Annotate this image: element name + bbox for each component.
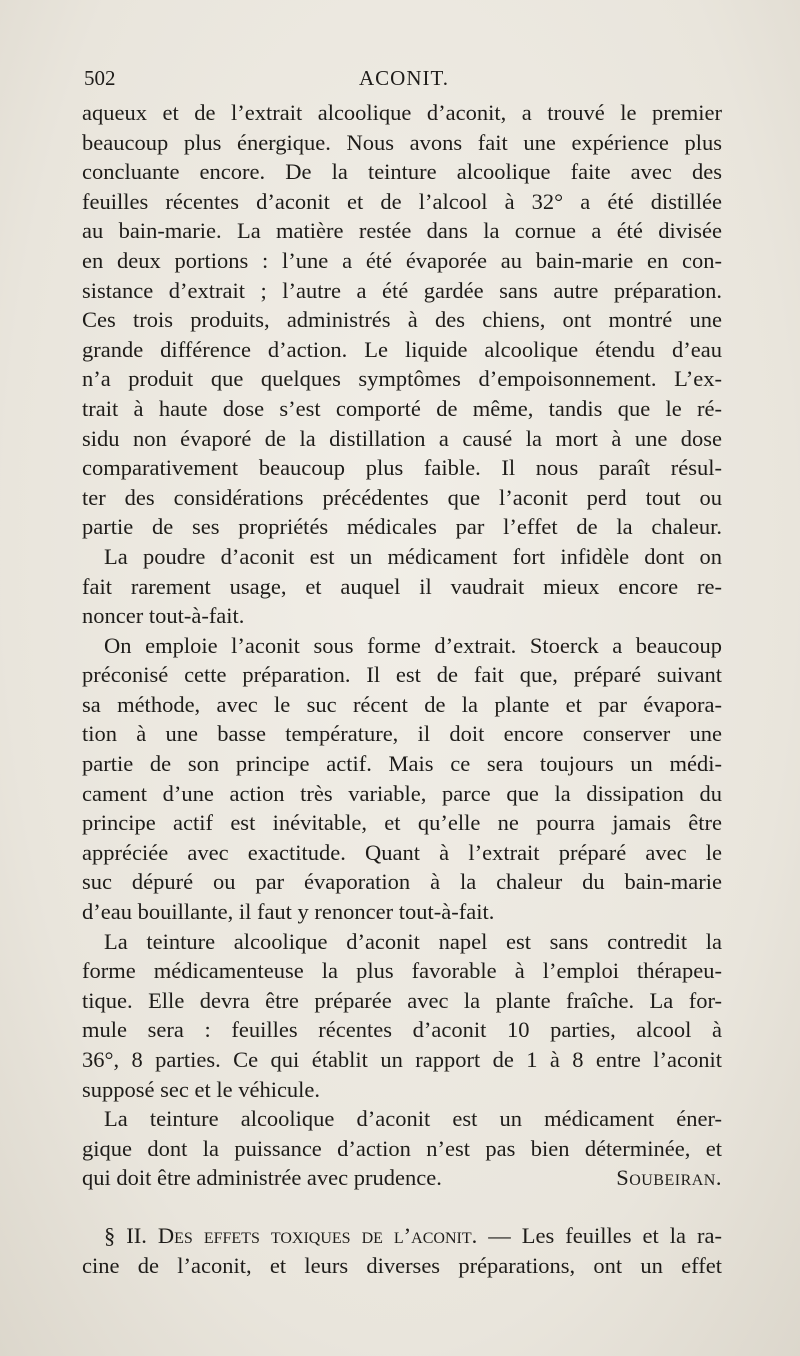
text-line: mule sera : feuilles récentes d’aconit 10 parties, alcool à [82,1017,722,1043]
text-line: d’eau bouillante, il faut y renoncer tout-à-fait. [82,899,495,925]
text-line: fait rarement usage, et auquel il vaudrait mieux encore re- [82,573,722,599]
paragraph [82,542,722,631]
text-line: sa méthode, avec le suc récent de la plante et par évapora- [82,691,722,717]
text-line: feuilles récentes d’aconit et de l’alcool à 32° a été distillée [82,188,722,214]
text-line: supposé sec et le véhicule. [82,1076,321,1102]
text-line: partie de son principe actif. Mais ce sera toujours un médi- [82,751,722,777]
text-line: Ces trois produits, administrés à des chiens, ont montré une [82,307,722,333]
text-line-with-signature [82,1163,722,1193]
text-line: La teinture alcoolique d’aconit napel est sans contredit la [104,928,722,954]
section-marker: § II. [104,1222,147,1248]
text-line: La teinture alcoolique d’aconit est un médicament éner- [104,1106,722,1132]
text-line: On emploie l’aconit sous forme d’extrait. Stoerck a beaucoup [104,632,722,658]
text-line: sistance d’extrait ; l’autre a été gardée sans autre préparation. [82,277,722,303]
body-text [82,98,722,1280]
em-dash: — [488,1222,511,1248]
paragraph [82,631,722,927]
text-line: en deux portions : l’une a été évaporée au bain-marie en con- [82,247,722,273]
text-line: tion à une basse température, il doit encore conserver une [82,721,722,747]
section-first-line [82,1221,722,1251]
text-line: cine de l’aconit, et leurs diverses préparations, ont un effet [82,1252,722,1278]
text-line: tique. Elle devra être préparée avec la plante fraîche. La for- [82,987,722,1013]
text-line: appréciée avec exactitude. Quant à l’extrait préparé avec le [82,839,722,865]
text-line: n’a produit que quelques symptômes d’empoisonnement. L’ex- [82,366,722,392]
text-line: noncer tout-à-fait. [82,603,245,629]
running-title: ACONIT. [358,66,449,90]
paragraph [82,1104,722,1193]
text-line: partie de ses propriétés médicales par l’effet de la chaleur. [82,514,722,540]
text-line: sidu non évaporé de la distillation a causé la mort à une dose [82,425,722,451]
page-header [84,66,724,100]
text-line: Les feuilles et la ra- [521,1222,722,1248]
section-gap [82,1193,722,1221]
text-line: gique dont la puissance d’action n’est pas bien déterminée, et [82,1135,722,1161]
paragraph [82,927,722,1105]
text-line: La poudre d’aconit est un médicament fort infidèle dont on [104,543,722,569]
text-line: beaucoup plus énergique. Nous avons fait une expérience plus [82,129,722,155]
text-line: principe actif est inévitable, et qu’elle ne pourra jamais être [82,810,722,836]
text-line: grande différence d’action. Le liquide alcoolique étendu d’eau [82,336,722,362]
text-line: trait à haute dose s’est comporté de même, tandis que le ré- [82,395,722,421]
text-line: au bain-marie. La matière restée dans la cornue a été divisée [82,218,722,244]
paragraph [82,98,722,542]
text-line: ter des considérations précédentes que l’aconit perd tout ou [82,484,722,510]
text-line: 36°, 8 parties. Ce qui établit un rapport de 1 à 8 entre l’aconit [82,1047,722,1072]
text-line: concluante encore. De la teinture alcoolique faite avec des [82,159,722,185]
section-heading: Des effets toxiques de l’aconit. [157,1222,478,1248]
page-number: 502 [84,66,116,90]
author-signature: Soubeiran. [616,1165,722,1191]
text-line: comparativement beaucoup plus faible. Il nous paraît résul- [82,455,722,481]
text-line: cament d’une action très variable, parce que la dissipation du [82,780,722,806]
text-line: aqueux et de l’extrait alcoolique d’aconit, a trouvé le premier [82,100,722,125]
text-line: suc dépuré ou par évaporation à la chaleur du bain-marie [82,869,722,895]
text-line: qui doit être administrée avec prudence. [82,1165,442,1191]
section [82,1221,722,1280]
text-line: forme médicamenteuse la plus favorable à l’emploi thérapeu- [82,958,722,984]
text-line: préconisé cette préparation. Il est de fait que, préparé suivant [82,662,722,688]
